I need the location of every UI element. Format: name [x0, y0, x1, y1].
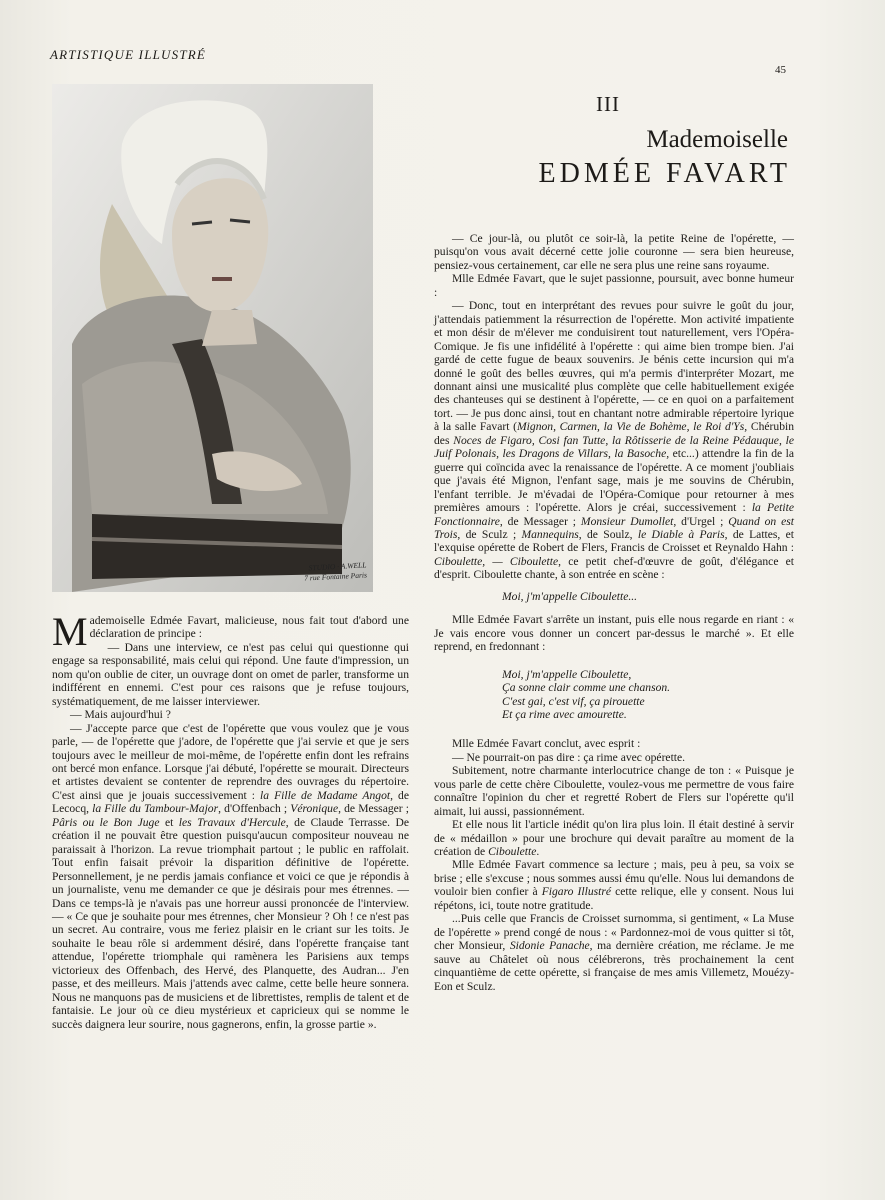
song-verse: [502, 668, 794, 722]
verse-line: Moi, j'm'appelle Ciboulette,: [502, 667, 632, 681]
paragraph: [52, 609, 409, 654]
paragraph: — Mais aujourd'hui ?: [70, 708, 171, 722]
portrait-photo: [52, 84, 373, 592]
section-number: III: [596, 92, 620, 116]
text-run: , de Soulz,: [578, 527, 638, 541]
page-number: 45: [775, 64, 786, 76]
work-title: Sidonie Panache: [509, 939, 590, 953]
left-column: [52, 609, 409, 1031]
verse-line: Et ça rime avec amourette.: [502, 707, 627, 721]
text-run: , de Claude Terrasse. De création il ne pouvait être question puisqu'aucun compositeur nouveau ne paraissait à l'horizon. La revue triomphait partout ; le public en raffolait. Tout enfin faisait prévoir la disparition définitive de l'opérette. Personnellement, je ne perdis jamais confiance et voici ce que je répondis à un journaliste, venu me demander ce que je désirais pour mes étrennes. — Dans ce temps-là je n'avais pas une horreur aussi prononcée de l'interview. — « Ce que je souhaite pour mes étrennes, cher Monsieur ? Oh ! ce n'est pas un secret. Au contraire, vous me feriez plaisir en le criant sur les toits. Je souhaite le beau rôle si ardemment désiré, dans l'opérette française tant attendue, l'opérette triomphale qui ramènera les Parisiens aux temps victorieux des Offenbach, des Hervé, des Planquette, des Audran... J'en passe, et des meilleurs. Mais j'attends avec calme, cette belle heure sonnera. Nous ne manquons pas de musiciens et de librettistes, remplis de talent et de fantaisie. Le jour où ce dieu mystérieux et capricieux qui se nomme le succès daignera leur sourire, nous gagnerons, enfin, la grosse partie ».: [52, 815, 409, 1031]
work-title: Pâris ou le Bon Juge: [52, 815, 160, 829]
text-run: , ma dernière création, me réclame. Je me sauve au Châtelet où nous célébrerons, très prochainement la cent cinquantième de cette opérette, si française de mes amis Villemetz, Mouézy-Eon et Sculz.: [434, 939, 794, 993]
paragraph: [434, 299, 794, 582]
verse-line: Ça sonne clair comme une chanson.: [502, 681, 671, 695]
song-quote: Moi, j'm'appelle Ciboulette...: [502, 589, 638, 603]
paragraph: Mlle Edmée Favart s'arrête un instant, puis elle nous regarde en riant : « Je vais encore vous donner un concert par-dessus le marché ». Et elle reprend, en fredonnant :: [434, 613, 794, 654]
work-title: Figaro Illustré: [541, 885, 612, 899]
paragraph: — Dans une interview, ce n'est pas celui qui questionne qui engage sa responsabilité, mais celui qui répond. Une faute d'impression, un nom qu'on oublie de citer, un ouvrage dont on omet de parler, transforme un indifférent en ennemi. C'est pour ces raisons que je refuse toujours, systématiquement, de me laisser interviewer.: [52, 640, 409, 708]
work-title: Véronique: [290, 802, 339, 816]
work-title: Mignon, Carmen, la Vie de Bohème, le Roi d'Ys,: [517, 420, 748, 434]
text-run: — J'accepte parce que c'est de l'opérette que vous voulez que je vous parle, — de l'opérette que j'adore, de l'opérette que j'ai servie et que je sers toujours avec le meilleur de moi-même, de l'opérette enfin dont les refrains ont bercé mon enfance. Lorsque j'ai débuté, l'opérette se mourait. Directeurs et artistes devaient se contenter de reprendre des ouvrages du répertoire. C'est ainsi que je jouais successivement :: [52, 721, 409, 802]
work-title: les Travaux d'Hercule: [178, 815, 286, 829]
portrait-illustration: [52, 84, 373, 592]
text-run: , d'Offenbach ;: [218, 802, 291, 816]
text-run: , ce petit chef-d'œuvre de goût, d'élégance et d'esprit. Ciboulette chante, à son entrée en scène :: [434, 554, 794, 582]
paragraph: [52, 722, 409, 1031]
text-run: cette relique, elle y consent. Nous lui répétons, ici, toute notre gratitude.: [434, 885, 794, 912]
work-title: la Fille de Madame Angot: [260, 788, 391, 802]
text-run: , de Messager ;: [499, 514, 581, 528]
paragraph: [434, 912, 794, 993]
text-run: Chérubin des: [434, 420, 795, 447]
text-run: Mlle Edmée Favart commence sa lecture ; mais, peu à peu, sa voix se brise ; elle s'excuse ; nous sommes aussi ému qu'elle. Nous lui demandons de vouloir bien confier à: [434, 858, 794, 899]
running-head: ARTISTIQUE ILLUSTRÉ: [50, 47, 207, 62]
paragraph: Subitement, notre charmante interlocutrice change de ton : « Puisque je vous parle de cette chère Ciboulette, voulez-vous me permettre de vous faire connaître l'opinion du cher et regretté Robert de Flers sur l'opérette qu'il aimait, lui aussi, passionnément.: [434, 764, 794, 818]
studio-credit: [304, 560, 368, 583]
work-title: Noces de Figaro, Cosi fan Tutte, la Rôtisserie de la Reine Pédauque, le Juif Polonais, les Dragons de Villars, la Basoche,: [434, 433, 794, 461]
text-run: , de Messager ;: [338, 802, 409, 816]
work-title: Ciboulette: [488, 845, 537, 859]
work-title: Ciboulette, — Ciboulette: [434, 554, 559, 568]
paragraph: — Ce jour-là, ou plutôt ce soir-là, la petite Reine de l'opérette, — puisqu'on vous avait décerné cette jolie couronne — sera bien heureuse, pensiez-vous certainement, car elle ne sera plus une reine sans royaume.: [434, 232, 794, 272]
text-run: ...Puis celle que Francis de Croisset surnomma, si gentiment, « La Muse de l'opérette » prend congé de nous : « Pardonnez-moi de vous quitter si tôt, cher Monsieur,: [434, 912, 794, 953]
text-run: — Donc, tout en interprétant des revues pour suivre le goût du jour, j'attendais patiemment la résurrection de l'opérette. Mon activité impatiente et mon désir de m'élever me conduisirent tout naturellement, vers l'Opéra-Comique. Je fis une infidélité à l'opérette : qui aime bien trompe bien. J'ai gardé de cette fugue de beaux souvenirs. Je bénis cette incursion qui m'a donné le goût des belles œuvres, qui m'a permis d'interpréter Mozart, me donnant ainsi une musicalité plus complète que celle habituellement exigée des chanteuses qui se destinent à l'opérette, — ce en quoi on a parfaitement tort. — Je pus donc ainsi, tout en chantant notre admirable répertoire lyrique à la salle Favart (: [434, 299, 794, 434]
studio-credit-name: STUDIO · A.WELL: [308, 560, 367, 573]
paragraph: — Ne pourrait-on pas dire : ça rime avec opérette.: [452, 750, 686, 764]
text-run: , de Lecocq,: [52, 788, 409, 816]
paragraph: Mlle Edmée Favart conclut, avec esprit :: [452, 737, 641, 751]
verse-line: C'est gai, c'est vif, ça pirouette: [502, 694, 645, 708]
work-title: Mannequins: [521, 527, 579, 541]
paragraph: Mlle Edmée Favart, que le sujet passionne, poursuit, avec bonne humeur :: [434, 272, 794, 299]
text-run: , de Lattes, et l'exquise opérette de Robert de Flers, Francis de Croisset et Reynaldo Hahn :: [434, 527, 794, 555]
text-run: etc...) attendre la fin de la guerre qui coïncida avec la renaissance de l'opérette. A ce moment j'oubliais que j'avais été Mignon, l'enfant sage, mais je me souvins de Chérubin, l'enfant terrible. Je m'évadai de l'Opéra-Comique pour retourner à mes premières amours : l'opérette. Alors je créai, successivement :: [434, 447, 795, 515]
paragraph: [434, 858, 794, 912]
text-run: et: [159, 815, 179, 829]
paragraph: [434, 818, 794, 858]
work-title: le Diable à Paris: [637, 527, 725, 541]
studio-credit-address: 7 rue Fontaine Paris: [304, 570, 368, 583]
text-run: .: [536, 845, 540, 859]
paragraph-text: ademoiselle Edmée Favart, malicieuse, nous fait tout d'abord une déclaration de principe :: [89, 614, 409, 641]
right-column: [434, 232, 794, 993]
text-run: , de Sculz ;: [457, 527, 522, 541]
work-title: Monsieur Dumollet: [580, 514, 674, 528]
work-title: Quand on est Trois: [434, 514, 794, 541]
drop-cap: M: [52, 609, 88, 654]
article-title-line2: EDMÉE FAVART: [538, 158, 791, 189]
text-run: , d'Urgel ;: [673, 514, 729, 528]
work-title: la Fille du Tambour-Major: [92, 802, 219, 816]
text-run: Et elle nous lit l'article inédit qu'on lira plus loin. Il était destiné à servir de « médaillon » pour une brochure qui devait paraître au moment de la création de: [434, 818, 794, 859]
article-title-line1: Mademoiselle: [646, 126, 788, 153]
work-title: la Petite Fonctionnaire: [434, 501, 794, 528]
